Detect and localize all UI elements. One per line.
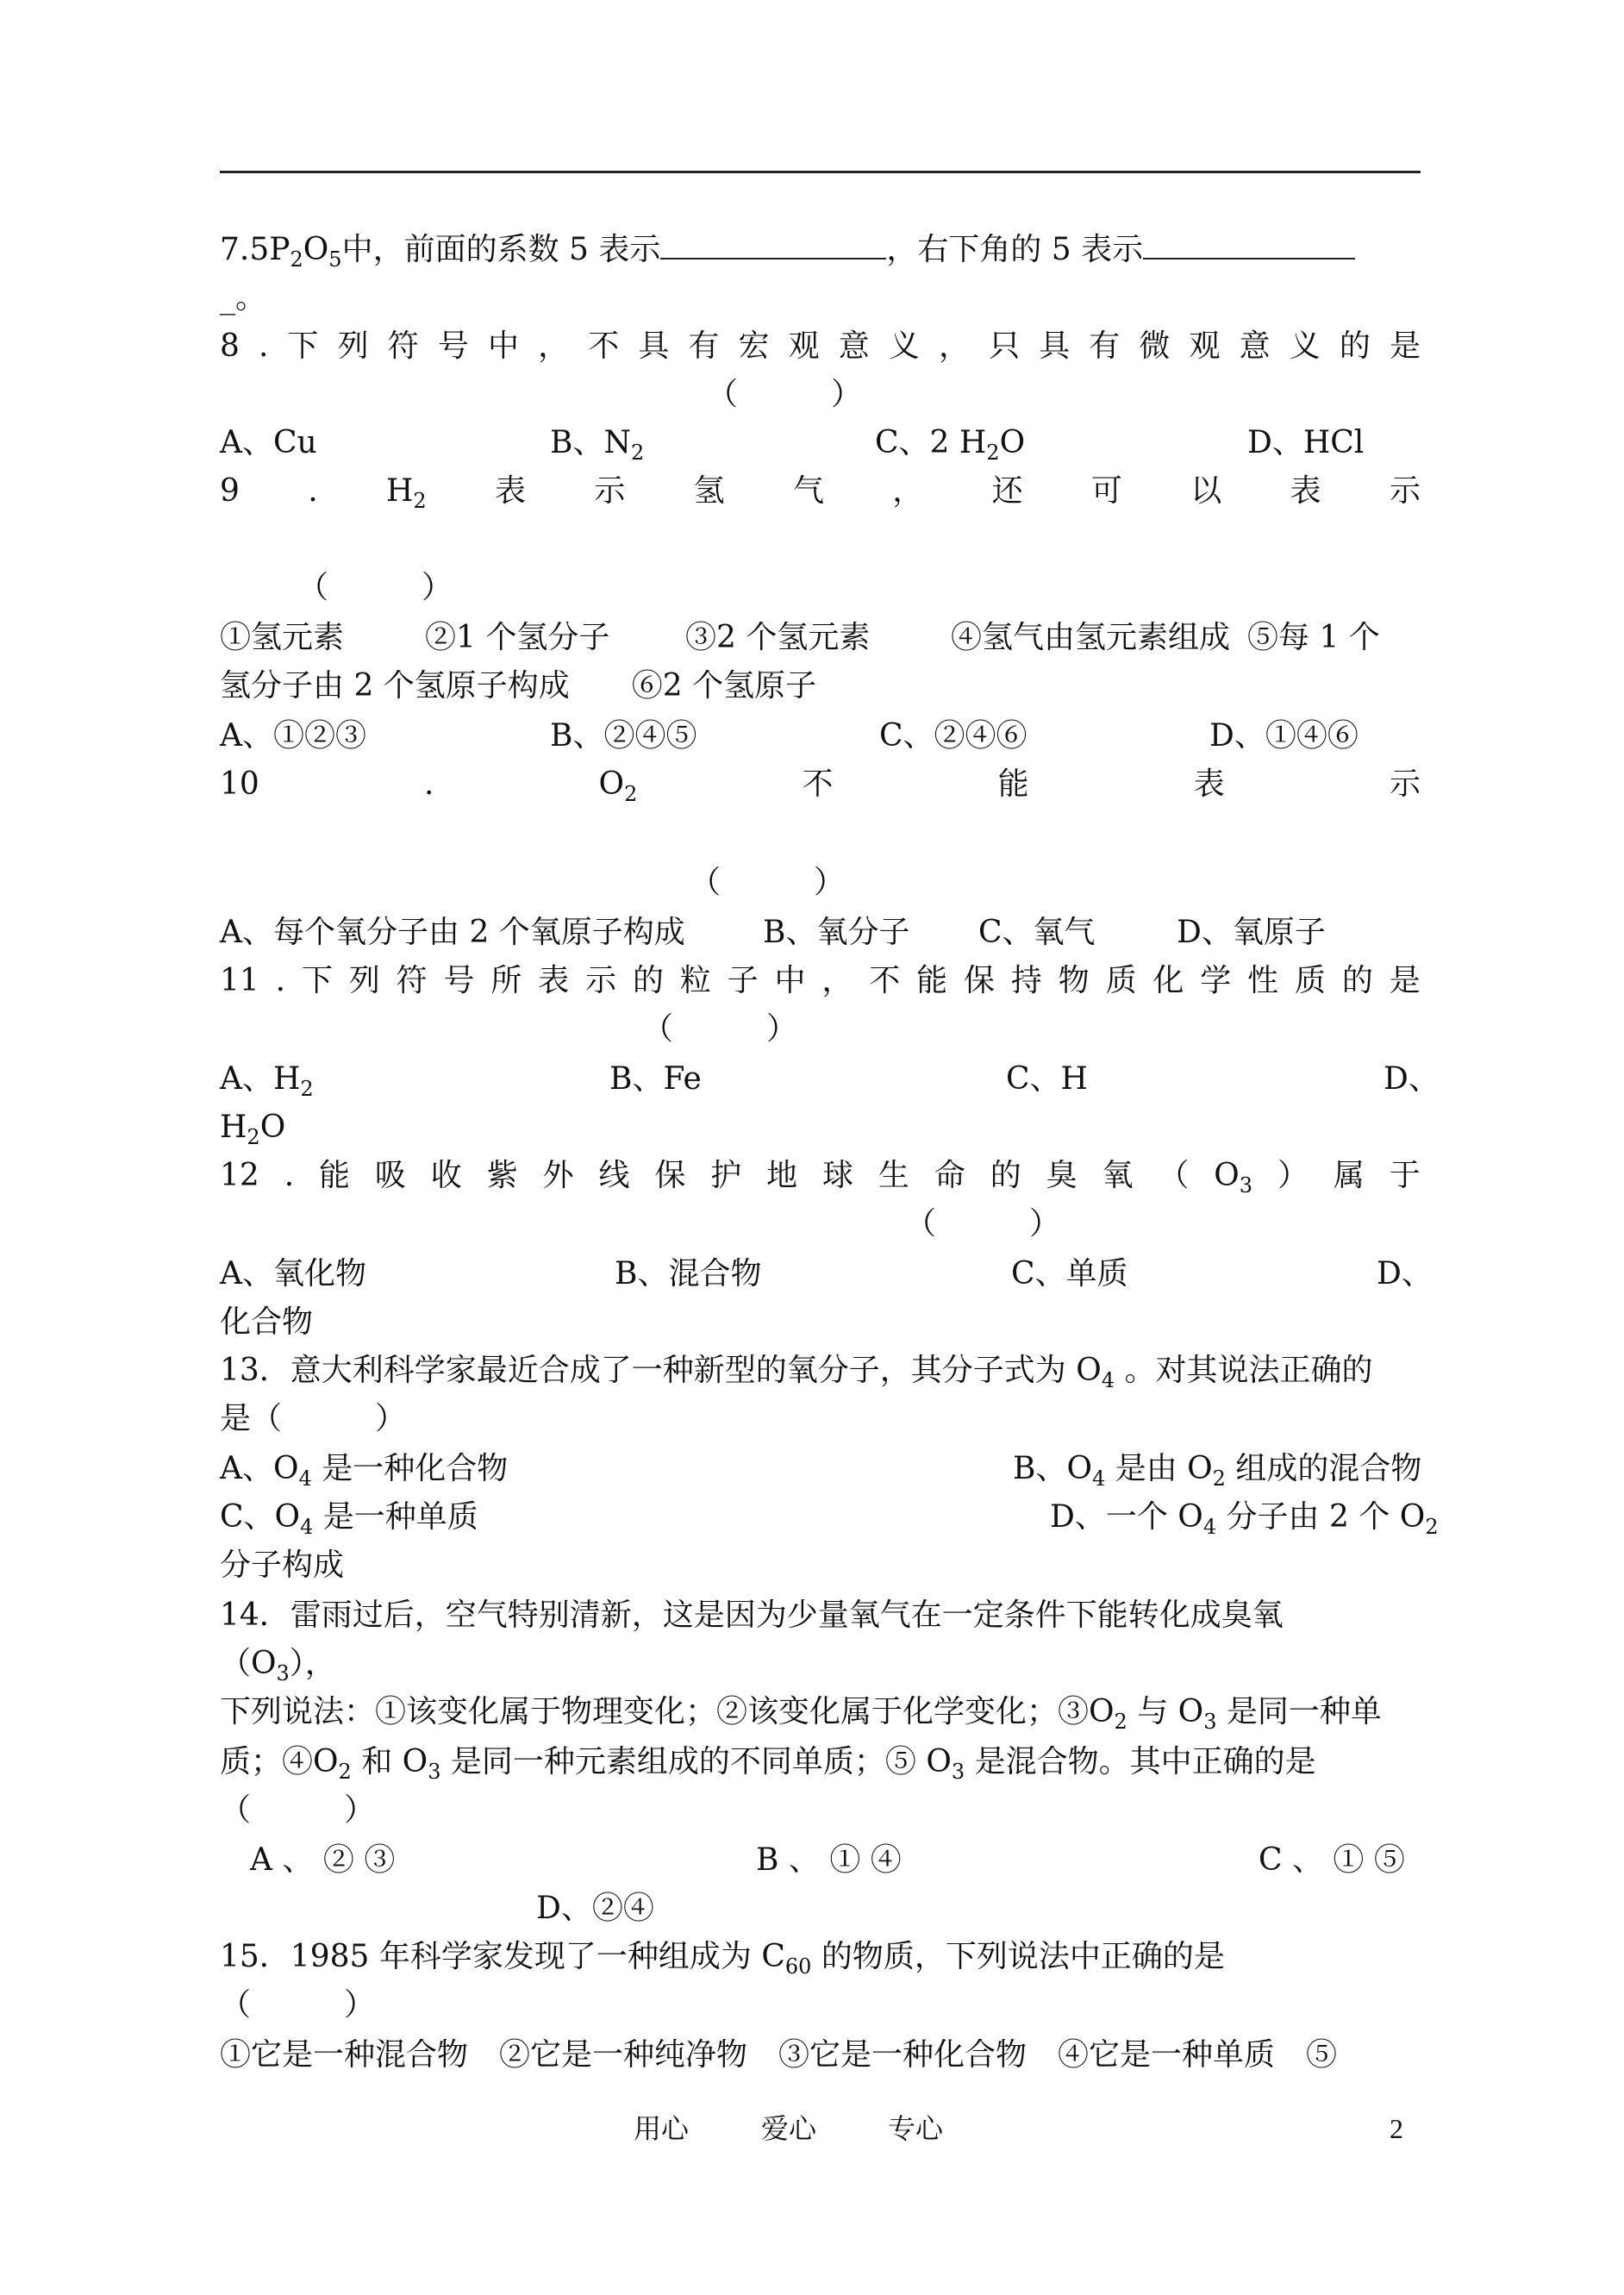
question-9-items-line2: 氢分子由 2 个氢原子构成 ⑥2 个氢原子 <box>220 668 817 704</box>
option-b[interactable]: B、混合物 <box>615 1256 762 1291</box>
footer-item-3: 专心 <box>888 2112 944 2145</box>
question-13-line1: 13．意大利科学家最近合成了一种新型的氧分子，其分子式为 $O_4$ 。对其说法正确的 <box>220 1353 1373 1393</box>
footer-item-1: 用心 <box>634 2112 690 2145</box>
question-14-line3: 下列说法：①该变化属于物理变化；②该变化属于化学变化；$③O_2$ 与 $O_3$ 是同一种单 <box>220 1694 1382 1735</box>
question-12-wrap: 化合物 <box>220 1304 314 1340</box>
question-15-items: ①它是一种混合物 ②它是一种纯净物 ③它是一种化合物 ④它是一种单质 ⑤ <box>220 2037 1338 2073</box>
footer-item-2: 爱心 <box>761 2112 817 2145</box>
option-b[interactable]: B、氧分子 <box>763 915 910 950</box>
option-a[interactable]: A、氧化物 <box>220 1256 366 1291</box>
option-c[interactable]: C、氧气 <box>978 915 1096 950</box>
option-c[interactable]: C、②④⑥ <box>879 718 1027 754</box>
option-d[interactable]: D、①④⑥ <box>1209 718 1359 754</box>
option-c[interactable]: C、$O_4$ 是一种单质 <box>220 1499 478 1540</box>
question-7-line1: $7.5P_2O_5$中，前面的系数 5 表示 ，右下角的 5 表示 <box>220 226 1421 274</box>
option-a[interactable]: A、$H_2$ <box>220 1061 314 1102</box>
option-c[interactable]: C、2 $H_2O$ <box>875 425 1026 466</box>
question-14-line1: 14．雷雨过后，空气特别清新，这是因为少量氧气在一定条件下能转化成臭氧 <box>220 1598 1284 1633</box>
page-number: 2 <box>1390 2113 1403 2144</box>
option-a[interactable]: A、①②③ <box>220 718 366 754</box>
question-15-line1: 15．1985 年科学家发现了一种组成为 $C_{60}$ 的物质，下列说法中正确的是 <box>220 1939 1225 1979</box>
option-d[interactable]: D、HCl <box>1247 425 1365 460</box>
option-d[interactable]: D、 <box>1377 1256 1433 1291</box>
question-12-paren[interactable]: （ ） <box>905 1206 1061 1241</box>
option-a[interactable]: A、每个氧分子由 2 个氧原子构成 <box>220 915 685 950</box>
question-9-stem: 9 . $H_2$ 表 示 氢 气 ， 还 可 以 表 示 <box>220 473 1421 514</box>
question-11-paren[interactable]: （ ） <box>642 1011 798 1047</box>
question-12-stem: 12 . 能 吸 收 紫 外 线 保 护 地 球 生 命 的 臭 氧 （ $O_3$ ） 属 于 <box>220 1158 1421 1198</box>
question-11-wrap: $H_2O$ <box>220 1110 286 1150</box>
question-15-paren[interactable]: （ ） <box>220 1987 376 2023</box>
question-8-stem: 8 . 下 列 符 号 中 ， 不 具 有 宏 观 意 义 ， 只 具 有 微 观 意 义 的 是 <box>220 328 1421 364</box>
question-7-line2: _。 <box>220 280 267 316</box>
answer-blank-1[interactable] <box>660 227 886 260</box>
question-14-line2: $(O_3)$， <box>220 1646 336 1686</box>
question-11-stem: 11 . 下 列 符 号 所 表 示 的 粒 子 中 ， 不 能 保 持 物 质 化 学 性 质 的 是 <box>220 963 1421 998</box>
option-a[interactable]: A、Cu <box>220 425 317 460</box>
answer-blank-2[interactable] <box>1143 227 1355 260</box>
option-c[interactable]: C、单质 <box>1011 1256 1128 1291</box>
question-14-paren[interactable]: （ ） <box>220 1792 376 1828</box>
option-b[interactable]: B 、 ① ④ <box>756 1842 902 1878</box>
option-d[interactable]: D、一个 $O_4$ 分子由 2 个 $O_2$ <box>1050 1499 1439 1540</box>
option-b[interactable]: B、Fe <box>609 1061 702 1097</box>
question-13-wrap: 分子构成 <box>220 1548 345 1583</box>
question-10-stem: 10 . $O_2$ 不 能 表 示 <box>220 766 1421 807</box>
header-rule <box>220 171 1421 173</box>
option-c[interactable]: C、H <box>1006 1061 1088 1097</box>
question-13-line2: 是（ ） <box>220 1401 407 1436</box>
question-10-paren[interactable]: （ ） <box>690 865 846 900</box>
option-d[interactable]: D、②④ <box>536 1891 654 1926</box>
option-a[interactable]: A、$O_4$ 是一种化合物 <box>220 1451 509 1491</box>
question-14-line4: 质；$④O_2$ 和 $O_3$ 是同一种元素组成的不同单质；⑤ $O_3$ 是混合物。其中正确的是 <box>220 1744 1316 1785</box>
option-c[interactable]: C 、 ① ⑤ <box>1259 1842 1405 1878</box>
option-a[interactable]: A 、 ② ③ <box>250 1842 396 1878</box>
question-8-paren[interactable]: （ ） <box>707 377 863 412</box>
option-d[interactable]: D、 <box>1384 1061 1440 1097</box>
option-b[interactable]: B、$N_2$ <box>550 425 645 466</box>
option-d[interactable]: D、氧原子 <box>1177 915 1326 950</box>
option-b[interactable]: B、$O_4$ 是由 $O_2$ 组成的混合物 <box>1013 1451 1422 1491</box>
question-9-paren[interactable]: （ ） <box>297 570 453 605</box>
option-b[interactable]: B、②④⑤ <box>550 718 697 754</box>
